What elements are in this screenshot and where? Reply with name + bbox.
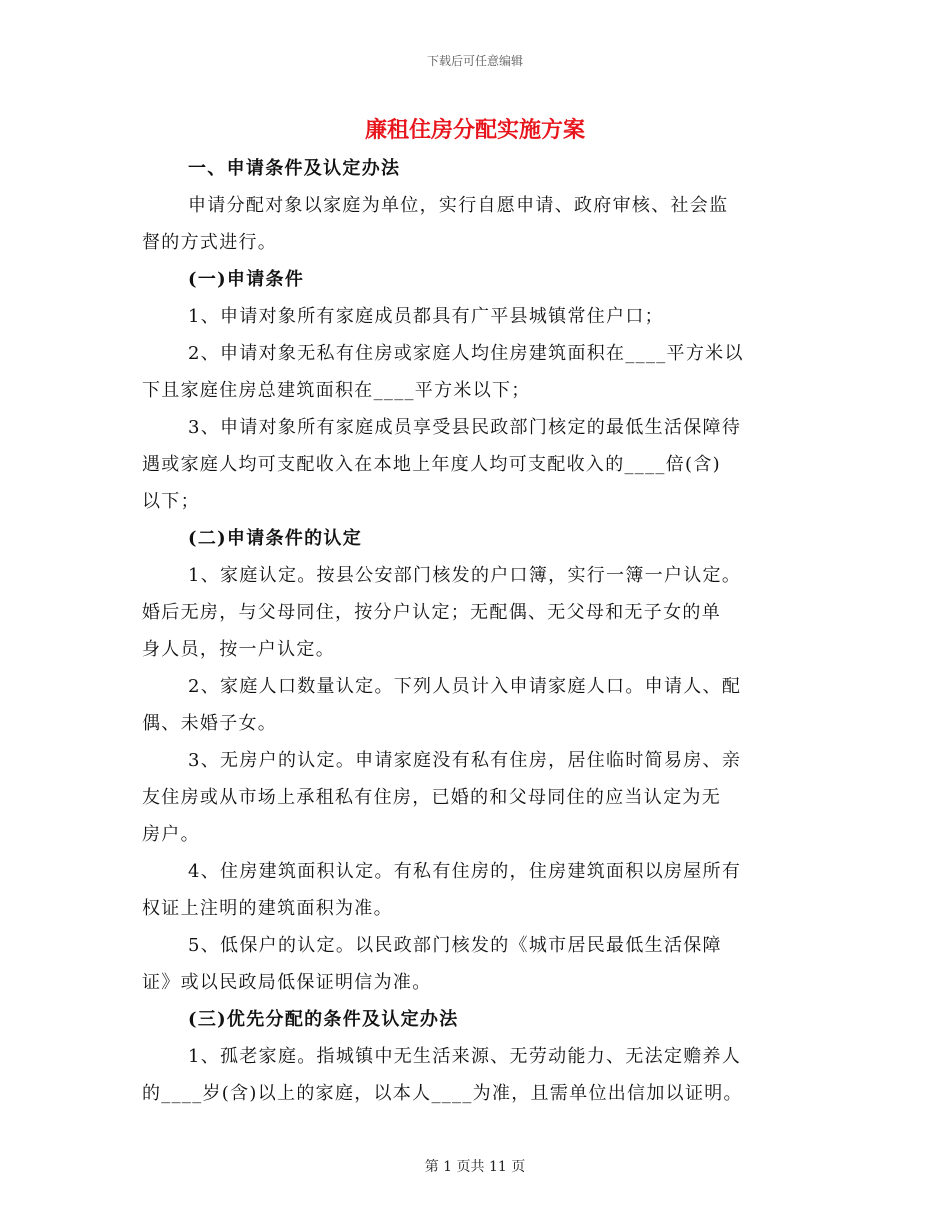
paragraph-line: 1、家庭认定。按县公安部门核发的户口簿，实行一簿一户认定。 bbox=[188, 565, 742, 586]
paragraph-line: 友住房或从市场上承租私有住房，已婚的和父母同住的应当认定为无 bbox=[142, 787, 721, 808]
paragraph-line: 房户。 bbox=[142, 824, 200, 845]
paragraph-line: 申请分配对象以家庭为单位，实行自愿申请、政府审核、社会监 bbox=[188, 195, 729, 216]
paragraph-line: 5、低保户的认定。以民政部门核发的《城市居民最低生活保障 bbox=[188, 935, 722, 956]
paragraph-line: 2、申请对象无私有住房或家庭人均住房建筑面积在____平方米以 bbox=[188, 343, 744, 364]
paragraph-line: 1、申请对象所有家庭成员都具有广平县城镇常住户口； bbox=[188, 306, 664, 327]
paragraph-line: 4、住房建筑面积认定。有私有住房的，住房建筑面积以房屋所有 bbox=[188, 861, 742, 882]
paragraph-line: 证》或以民政局低保证明信为准。 bbox=[142, 972, 432, 993]
page-footer: 第 1 页共 11 页 bbox=[424, 1159, 526, 1175]
section-heading: (一)申请条件 bbox=[188, 269, 305, 290]
paragraph-line: 偶、未婚子女。 bbox=[142, 713, 278, 734]
paragraph-line: 1、孤老家庭。指城镇中无生活来源、无劳动能力、无法定赡养人 bbox=[188, 1046, 742, 1067]
paragraph-line: 2、家庭人口数量认定。下列人员计入申请家庭人口。申请人、配 bbox=[188, 676, 742, 697]
paragraph-line: 下且家庭住房总建筑面积在____平方米以下； bbox=[142, 380, 531, 401]
paragraph-line: 的____岁(含)以上的家庭，以本人____为准，且需单位出信加以证明。 bbox=[142, 1083, 743, 1104]
paragraph-line: 3、无房户的认定。申请家庭没有私有住房，居住临时简易房、亲 bbox=[188, 750, 742, 771]
section-heading: (三)优先分配的条件及认定办法 bbox=[188, 1009, 459, 1030]
section-heading: (二)申请条件的认定 bbox=[188, 528, 363, 549]
paragraph-line: 3、申请对象所有家庭成员享受县民政部门核定的最低生活保障待 bbox=[188, 417, 742, 438]
paragraph-line: 权证上注明的建筑面积为准。 bbox=[142, 898, 393, 919]
paragraph-line: 以下； bbox=[142, 491, 200, 512]
page-header: 下载后可任意编辑 bbox=[426, 54, 523, 68]
document-body bbox=[142, 150, 812, 1112]
paragraph-line: 遇或家庭人均可支配收入在本地上年度人均可支配收入的____倍(含) bbox=[142, 454, 721, 475]
document-title: 廉租住房分配实施方案 bbox=[364, 117, 585, 143]
paragraph-line: 婚后无房，与父母同住，按分户认定；无配偶、无父母和无子女的单 bbox=[142, 602, 721, 623]
paragraph-line: 督的方式进行。 bbox=[142, 232, 278, 253]
section-heading: 一、申请条件及认定办法 bbox=[188, 158, 401, 179]
paragraph-line: 身人员，按一户认定。 bbox=[142, 639, 335, 660]
